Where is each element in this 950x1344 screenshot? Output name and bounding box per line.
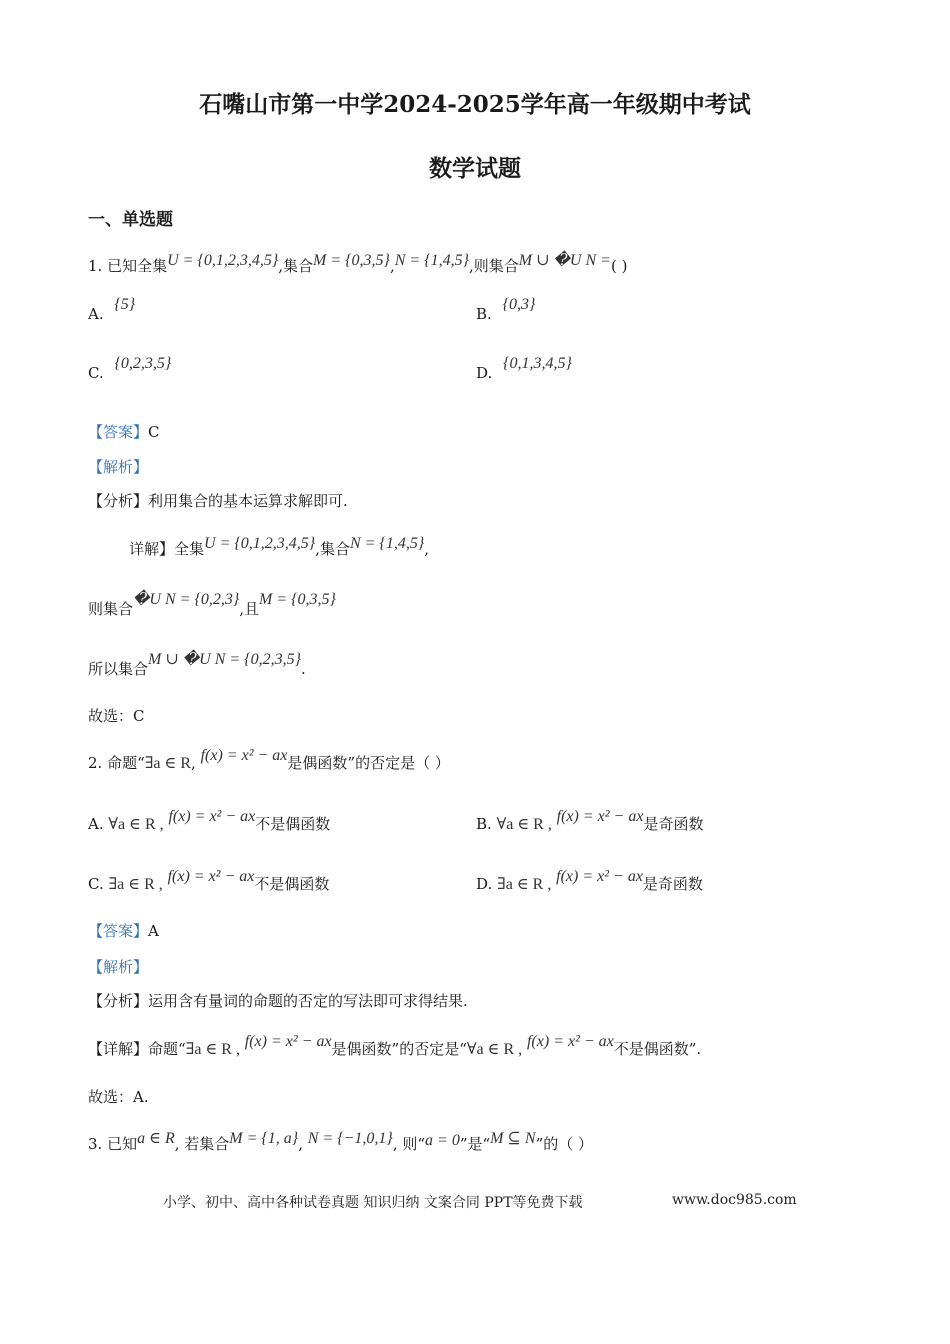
option-text: 是奇函数: [642, 875, 703, 893]
option-label: A.: [88, 815, 104, 833]
q1-stem-pre: 1. 已知全集: [88, 257, 168, 275]
q1-option-b: [476, 296, 536, 324]
option-quantifier: ∃a ∈ R ,: [108, 876, 163, 893]
q2-comma: ,: [191, 754, 196, 772]
answer-tag: 【答案】: [88, 922, 149, 940]
detail-mid: ,集合: [315, 540, 350, 558]
detail-quantifier: ∃a ∈ R ,: [185, 1041, 240, 1058]
option-value: {0,2,3,5}: [114, 355, 172, 372]
detail-pre: 【详解】命题“: [88, 1040, 186, 1058]
q2-option-b: [476, 808, 704, 834]
option-label: B.: [476, 815, 492, 833]
q3-condition: a = 0: [425, 1132, 460, 1149]
option-value: {0,1,3,4,5}: [503, 355, 572, 372]
footer-link[interactable]: www.doc985.com: [672, 1192, 797, 1208]
option-quantifier: ∀a ∈ R ,: [496, 816, 552, 833]
q1-option-c: [88, 355, 172, 383]
q1-detail-line2: [88, 591, 336, 619]
q2-stem: [88, 747, 450, 773]
detail-quantifier-2: ∀a ∈ R ,: [466, 1041, 523, 1058]
option-function: f(x) = x² − ax: [556, 868, 643, 885]
option-function: f(x) = x² − ax: [167, 868, 255, 885]
detail-function: f(x) = x² − ax: [244, 1033, 332, 1050]
answer-value: A: [148, 922, 159, 940]
detail-mid: 是偶函数”的否定是“: [331, 1040, 467, 1058]
option-label: D.: [476, 875, 493, 893]
q3-end: ”的（ ）: [535, 1135, 594, 1153]
page-title: 石嘴山市第一中学2024-2025学年高一年级期中考试: [199, 91, 751, 118]
q3-a-in-r: a ∈ R: [137, 1130, 175, 1147]
detail-universal-set: U = {0,1,2,3,4,5}: [204, 535, 316, 552]
q1-detail-line3: [88, 651, 306, 679]
detail-set-m: M = {0,3,5}: [259, 591, 336, 608]
q3-set-n: N = {−1,0,1}: [307, 1130, 393, 1147]
option-function: f(x) = x² − ax: [168, 808, 256, 825]
option-label: D.: [476, 364, 493, 382]
q3-set-m: M = {1, a}: [229, 1130, 299, 1147]
detail-function-2: f(x) = x² − ax: [526, 1033, 614, 1050]
option-function: f(x) = x² − ax: [556, 808, 644, 825]
q3-comma: ,: [298, 1135, 303, 1153]
option-text: 是奇函数: [643, 815, 704, 833]
q2-choose: 故选：A.: [88, 1088, 149, 1106]
detail-pre: 详解】全集: [129, 540, 205, 558]
q1-paren: ( ): [610, 257, 628, 275]
detail-mid: ,且: [239, 600, 260, 618]
q1-analysis-tag: 【解析】: [88, 458, 149, 476]
q1-detail-line1: [129, 535, 429, 559]
option-label: B.: [476, 305, 492, 323]
q1-option-d: [476, 355, 572, 383]
q1-fenxi: 【分析】利用集合的基本运算求解即可.: [88, 492, 348, 510]
q2-answer: [88, 920, 159, 941]
q3-stem-pre: 3. 已知: [88, 1135, 138, 1153]
option-label: C.: [88, 875, 104, 893]
detail-end: ,: [424, 540, 429, 558]
detail-pre: 则集合: [88, 600, 134, 618]
q2-option-a: [88, 808, 331, 834]
q3-mid2: , 则“: [392, 1135, 426, 1153]
q1-answer: [88, 421, 160, 442]
q2-stem-post: 是偶函数”的否定是（ ）: [287, 754, 450, 772]
q1-stem-mid2: ,则集合: [469, 257, 519, 275]
section-heading: 一、单选题: [88, 210, 173, 230]
q1-stem: [88, 252, 628, 276]
q2-analysis-tag: 【解析】: [88, 958, 149, 976]
q2-quantifier: ∃a ∈ R: [144, 755, 192, 772]
q3-mid1: , 若集合: [174, 1135, 230, 1153]
q2-detail: [88, 1033, 702, 1059]
q1-stem-mid1: ,集合: [278, 257, 314, 275]
q2-stem-pre: 2. 命题“: [88, 754, 145, 772]
q2-fenxi: 【分析】运用含有量词的命题的否定的写法即可求得结果.: [88, 992, 468, 1010]
answer-value: C: [148, 423, 160, 441]
q1-universal-set: U = {0,1,2,3,4,5}: [167, 252, 279, 269]
option-quantifier: ∃a ∈ R ,: [497, 876, 552, 893]
detail-end: 不是偶函数”.: [613, 1040, 702, 1058]
option-label: A.: [88, 305, 104, 323]
q2-function: f(x) = x² − ax: [200, 747, 288, 764]
footer-text: 小学、初中、高中各种试卷真题 知识归纳 文案合同 PPT等免费下载: [163, 1195, 583, 1211]
detail-pre: 所以集合: [88, 660, 149, 678]
question-3-stem: [88, 1130, 594, 1154]
q2-option-d: [476, 868, 703, 894]
detail-end: .: [300, 660, 306, 678]
q1-comma: ,: [389, 257, 395, 275]
q1-choose: 故选：C: [88, 707, 145, 725]
q3-mid3: ”是“: [459, 1135, 491, 1153]
detail-union: M ∪ �U N = {0,2,3,5}: [148, 651, 301, 668]
option-text: 不是偶函数: [254, 875, 330, 893]
q2-option-c: [88, 868, 330, 894]
option-quantifier: ∀a ∈ R ,: [108, 816, 164, 833]
option-value: {0,3}: [502, 296, 536, 313]
q3-subset: M ⊆ N: [490, 1130, 536, 1147]
option-text: 不是偶函数: [255, 815, 331, 833]
answer-tag: 【答案】: [88, 423, 149, 441]
detail-complement: �U N = {0,2,3}: [133, 591, 240, 608]
q1-set-n: N = {1,4,5}: [394, 252, 469, 269]
q1-option-a: [88, 296, 136, 324]
q1-set-m: M = {0,3,5}: [313, 252, 390, 269]
option-label: C.: [88, 364, 104, 382]
page-subtitle: 数学试题: [429, 155, 521, 182]
detail-set-n: N = {1,4,5}: [349, 535, 425, 552]
option-value: {5}: [114, 296, 136, 313]
q1-expression: M ∪ �U N =: [518, 252, 611, 269]
